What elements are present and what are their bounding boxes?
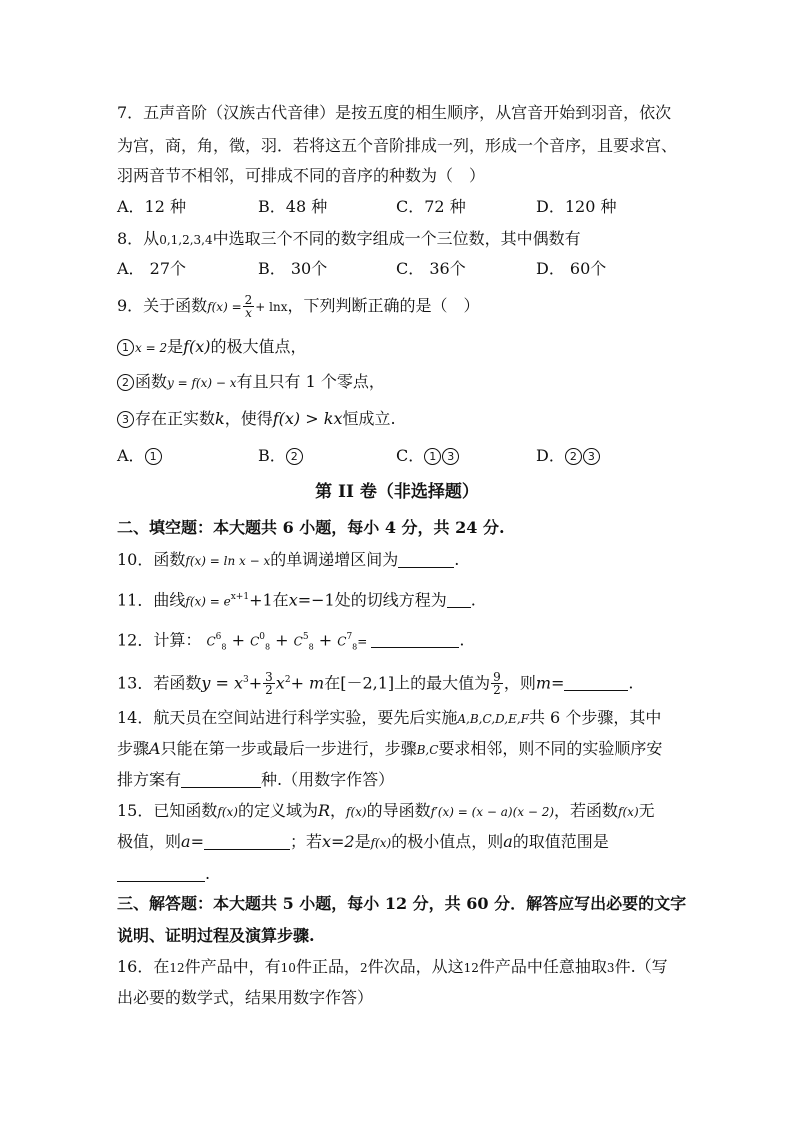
- q12-c3-sub: 8: [308, 642, 314, 652]
- answer-blank[interactable]: [398, 551, 454, 568]
- answer-blank[interactable]: [371, 631, 459, 648]
- q7-line3: 羽两音节不相邻，可排成不同的音序的种数为（ ）: [117, 166, 486, 185]
- q8-option-b: B． 30个: [258, 259, 328, 278]
- q14-steps: A,B,C,D,E,F: [457, 712, 529, 726]
- q11-end: .: [470, 590, 476, 610]
- circled-number: 3: [117, 411, 134, 428]
- circled-number: 1: [117, 339, 134, 356]
- q9-b-label: B．: [258, 446, 286, 465]
- q16-b: 件正品，: [295, 957, 360, 976]
- circled-number: 2: [565, 448, 582, 465]
- q7-option-c: C．72 种: [396, 197, 466, 216]
- q13-fraction-den: 2: [265, 683, 273, 698]
- q9-s1-tail: 的极大值点，: [210, 337, 307, 356]
- q12-c1-sup: 6: [215, 632, 222, 642]
- circled-number: 2: [286, 448, 303, 465]
- q16-pre: 16．在: [117, 957, 170, 976]
- q9-fraction-den: x: [245, 306, 252, 320]
- q13-sup2: 2: [284, 675, 291, 685]
- q12-c2-sup: 0: [259, 632, 265, 642]
- q13-eq: =: [551, 673, 565, 693]
- q12-c3: C: [293, 634, 303, 649]
- q14-line1: [117, 708, 661, 729]
- q9-option-b: [258, 446, 304, 466]
- q11-mid: 在: [272, 590, 289, 610]
- q15-sep: ，: [330, 801, 347, 820]
- q13-fraction-num: 3: [265, 670, 273, 685]
- circled-number: 2: [117, 374, 134, 391]
- q7-option-d: D．120 种: [536, 197, 617, 216]
- q9-s2-text: 函数: [135, 372, 168, 391]
- q16-n3: 3: [606, 961, 615, 975]
- q13-math1: y = x: [201, 673, 244, 693]
- q15-x2: x=2: [321, 832, 355, 851]
- q13-math3: + m: [290, 673, 325, 693]
- q11-x: x: [288, 590, 298, 610]
- q16-n10: 10: [280, 961, 296, 975]
- part2-header: 二、填空题：本大题共 6 小题，每小 4 分，共 24 分.: [117, 518, 505, 537]
- q12-end: .: [459, 630, 465, 650]
- q14-line1-pre: 14．航天员在空间站进行科学实验，要先后实施: [117, 708, 458, 727]
- q15-a1: a: [181, 832, 191, 851]
- q14-line2-pre: 步骤: [117, 739, 150, 758]
- q16-d: 件产品中任意抽取: [478, 957, 607, 976]
- q7-line2: 为宫，商，角，徵，羽．若将这五个音阶排成一列，形成一个音序，且要求宫、: [117, 136, 678, 155]
- q12-c1-sub: 8: [221, 642, 227, 652]
- q14-line2: [117, 739, 662, 760]
- q9-s1-f: f(x): [183, 337, 211, 356]
- q8-option-a: A． 27个: [117, 259, 187, 278]
- q9-tail: + lnx: [255, 300, 288, 314]
- q14-step-a: A: [149, 739, 161, 758]
- q9-s3-k: k: [215, 409, 225, 428]
- q8-stem: [117, 229, 581, 250]
- q15-r: R: [317, 801, 331, 820]
- q16-n12b: 12: [463, 961, 479, 975]
- q9-s3-tail: 恒成立.: [342, 409, 396, 428]
- q15-eq: =: [190, 832, 204, 851]
- q15-line1: [117, 801, 655, 822]
- q13-post: ，则: [503, 673, 536, 693]
- q9-s2-tail: 有且只有 1 个零点，: [236, 372, 385, 391]
- q13-max-num: 9: [493, 670, 501, 685]
- circled-number: 3: [583, 448, 600, 465]
- answer-blank[interactable]: [181, 771, 261, 788]
- q9-s1-math: x = 2: [135, 341, 168, 355]
- q9-c-label: C．: [396, 446, 425, 465]
- q10-post: 的单调递增区间为: [270, 550, 399, 569]
- q16-n2: 2: [359, 961, 368, 975]
- q12-c2: C: [250, 634, 260, 649]
- q9-statement-1: [117, 337, 307, 358]
- q7-option-b: B．48 种: [258, 197, 328, 216]
- q14-line3-post: 种.（用数字作答）: [261, 770, 395, 789]
- q10-end: .: [454, 550, 460, 569]
- q8-option-c: C． 36个: [396, 259, 466, 278]
- q15-line2-mid: ；若: [289, 832, 322, 851]
- q8-pre: 8．从: [117, 229, 160, 248]
- q11-val: =−1: [297, 590, 335, 610]
- q13-m: m: [535, 673, 551, 693]
- q14-line1-post: 共 6 个步骤，其中: [528, 708, 662, 727]
- q9-s3-text: 存在正实数: [135, 409, 216, 428]
- circled-number: 1: [145, 448, 162, 465]
- q15-f1: f(x): [217, 805, 238, 819]
- q12-c2-sub: 8: [264, 642, 271, 652]
- q15-line2: [117, 832, 609, 853]
- q8-digits: 0,1,2,3,4: [159, 233, 213, 247]
- q12-c3-sup: 5: [302, 632, 309, 642]
- q9-s3-math: f(x) > kx: [272, 409, 343, 428]
- q8-option-d: D． 60个: [536, 259, 607, 278]
- q9-s3-mid: ，使得: [224, 409, 273, 428]
- q15-line1-post: 无: [638, 801, 655, 820]
- q15-f4: f(x): [370, 836, 392, 850]
- section-title: 第 II 卷（非选择题）: [315, 482, 479, 502]
- q16-c: 件次品，从这: [367, 957, 464, 976]
- q11-fx: f(x) = e: [185, 594, 231, 609]
- q13-max-fraction: [491, 671, 503, 696]
- q15-a2: a: [503, 832, 513, 851]
- q9-fraction-num: 2: [244, 293, 253, 307]
- q13-max-den: 2: [493, 683, 501, 698]
- q8-post: 中选取三个不同的数字组成一个三位数，其中偶数有: [212, 229, 581, 248]
- q15-derivative: f′(x) = (x − a)(x − 2): [430, 805, 555, 819]
- q9-s1-text: 是: [167, 337, 184, 356]
- q14-line3-pre: 排方案有: [117, 770, 182, 789]
- q11-exponent: x+1: [230, 592, 250, 602]
- q11-plus: +1: [249, 590, 273, 610]
- q14-line2-mid: 只能在第一步或最后一步进行，步骤: [160, 739, 417, 758]
- q9-pre: 9．关于函数: [117, 296, 208, 315]
- q9-fx: f(x) =: [207, 300, 242, 314]
- part3-header-line2: 说明、证明过程及演算步骤.: [117, 926, 315, 945]
- q12-c4-sub: 8: [352, 642, 358, 652]
- q9-statement-3: [117, 409, 396, 429]
- q9-statement-2: [117, 372, 385, 393]
- q11-pre: 11．曲线: [117, 590, 186, 610]
- answer-blank[interactable]: [564, 674, 628, 691]
- q15-line2-post: 的取值范围是: [512, 832, 609, 851]
- answer-blank[interactable]: [447, 591, 471, 608]
- answer-blank[interactable]: [117, 865, 205, 882]
- q16-a: 件产品中，有: [184, 957, 281, 976]
- q13-end: .: [628, 673, 634, 693]
- q9-s2-math: y = f(x) − x: [167, 376, 237, 390]
- q9-option-a: [117, 446, 163, 466]
- q16-line1: [117, 957, 668, 978]
- q15-f2: f(x): [346, 805, 367, 819]
- q15-line3: [117, 864, 210, 884]
- q15-line1-mid: 的定义域为: [237, 801, 318, 820]
- q9-a-label: A．: [117, 446, 145, 465]
- q12-pre: 12．计算：: [117, 630, 202, 650]
- q9-post: ，下列判断正确的是（ ）: [287, 296, 480, 315]
- q9-option-c: [396, 446, 460, 466]
- q12-eq: =: [357, 634, 368, 649]
- q14-line2-post: 要求相邻，则不同的实验顺序安: [438, 739, 663, 758]
- q16-n12: 12: [169, 961, 185, 975]
- answer-blank[interactable]: [204, 833, 290, 850]
- q16-e: 件.（写: [614, 957, 668, 976]
- q16-line2: 出必要的数学式，结果用数字作答）: [117, 988, 374, 1007]
- circled-number: 3: [442, 448, 459, 465]
- q11: [117, 587, 476, 611]
- q15-line1-mid3: ，若函数: [554, 801, 619, 820]
- q13-fraction: [263, 671, 275, 696]
- q15-line1-mid2: 的导函数: [366, 801, 431, 820]
- q14-step-bc: B,C: [416, 743, 439, 757]
- part3-header-line1: 三、解答题：本大题共 5 小题，每小 12 分，共 60 分．解答应写出必要的文字: [117, 894, 687, 913]
- q9-stem: [117, 294, 480, 319]
- q15-end: .: [205, 864, 211, 883]
- q13-plus: +: [248, 673, 263, 693]
- q9-option-d: [536, 446, 601, 466]
- q9-d-label: D．: [536, 446, 565, 465]
- q13-math2: x: [275, 673, 285, 693]
- q13-pre: 13．若函数: [117, 673, 202, 693]
- q15-line2-mid3: 的极小值点，则: [391, 832, 504, 851]
- q14-line3: [117, 770, 394, 790]
- q7-option-a: A．12 种: [117, 197, 187, 216]
- q13-mid: 在[－2,1]上的最大值为: [324, 673, 491, 693]
- q10-math: f(x) = ln x − x: [185, 554, 271, 568]
- q15-f3: f(x): [618, 805, 639, 819]
- q11-post: 处的切线方程为: [334, 590, 447, 610]
- q15-line2-mid2: 是: [354, 832, 371, 851]
- q12-c1: C: [206, 634, 216, 649]
- q13: [117, 670, 634, 696]
- q10: [117, 550, 459, 571]
- q12: 12．计算： $C^6_8 + C^0_8 + C^5_8 + C^7_8=$ .: [117, 630, 465, 652]
- q15-line2-pre: 极值，则: [117, 832, 182, 851]
- q13-sup1: 3: [243, 675, 249, 685]
- circled-number: 1: [424, 448, 441, 465]
- q10-pre: 10．函数: [117, 550, 186, 569]
- q7-line1: 7．五声音阶（汉族古代音律）是按五度的相生顺序，从宫音开始到羽音，依次: [117, 103, 672, 122]
- q12-c4-sup: 7: [346, 632, 353, 642]
- q9-fraction: [243, 294, 255, 319]
- q15-line1-pre: 15．已知函数: [117, 801, 218, 820]
- q12-c4: C: [337, 634, 347, 649]
